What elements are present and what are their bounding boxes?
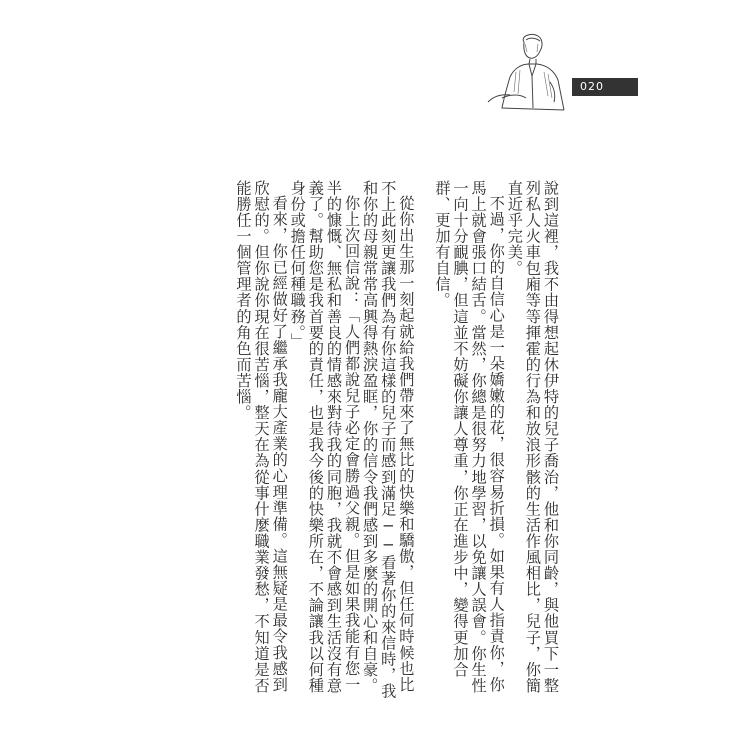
- paragraph-1: 說到這裡，我不由得想起休伊特的兒子喬治，他和你同齡，與他買下一整列私人火車包廂等等揮霍的行為和放浪形骸的生活作風相比，兒子，你簡直近乎完美。: [505, 180, 560, 694]
- paragraph-5: 看來，你已經做好了繼承我龐大產業的心理準備。這無疑是最令我感到欣慰的。但你說你現在很苦惱，整天在為從事什麼職業發愁，不知道是否能勝任一個管理者的角色而苦惱。: [234, 180, 289, 694]
- paragraph-4: 你上次回信說：「人們都說兒子必定會勝過父親。但是如果我能有您一半的慷慨、無私和善良的情感來對待我的同胞，我就不會感到生活沒有意義了。幫助您是我首要的責任，也是我今後的快樂所在，不論讓我以何種身份或擔任何種職務。」: [288, 180, 362, 694]
- paragraph-3: 從你出生那一刻起就給我們帶來了無比的快樂和驕傲，但任何時候也比不上此刻更讓我們為有你這樣的兒子而感到滿足──看著你的來信時，我和你的母親常常高興得熱淚盈眶，你的信令我們感到多麼的開心和自豪。: [361, 180, 416, 700]
- body-text: [195, 180, 560, 700]
- paragraph-2: 不過，你的自信心是一朵嬌嫩的花，很容易折損。如果有人指責你，你馬上就會張口結舌。當然，你總是很努力地學習，以免讓人誤會。你生性一向十分靦腆，但這並不妨礙你讓人尊重，你正在進步中，變得更加合群、更加有自信。: [433, 180, 506, 694]
- portrait-illustration: [480, 32, 580, 116]
- page-number: 020: [572, 78, 638, 96]
